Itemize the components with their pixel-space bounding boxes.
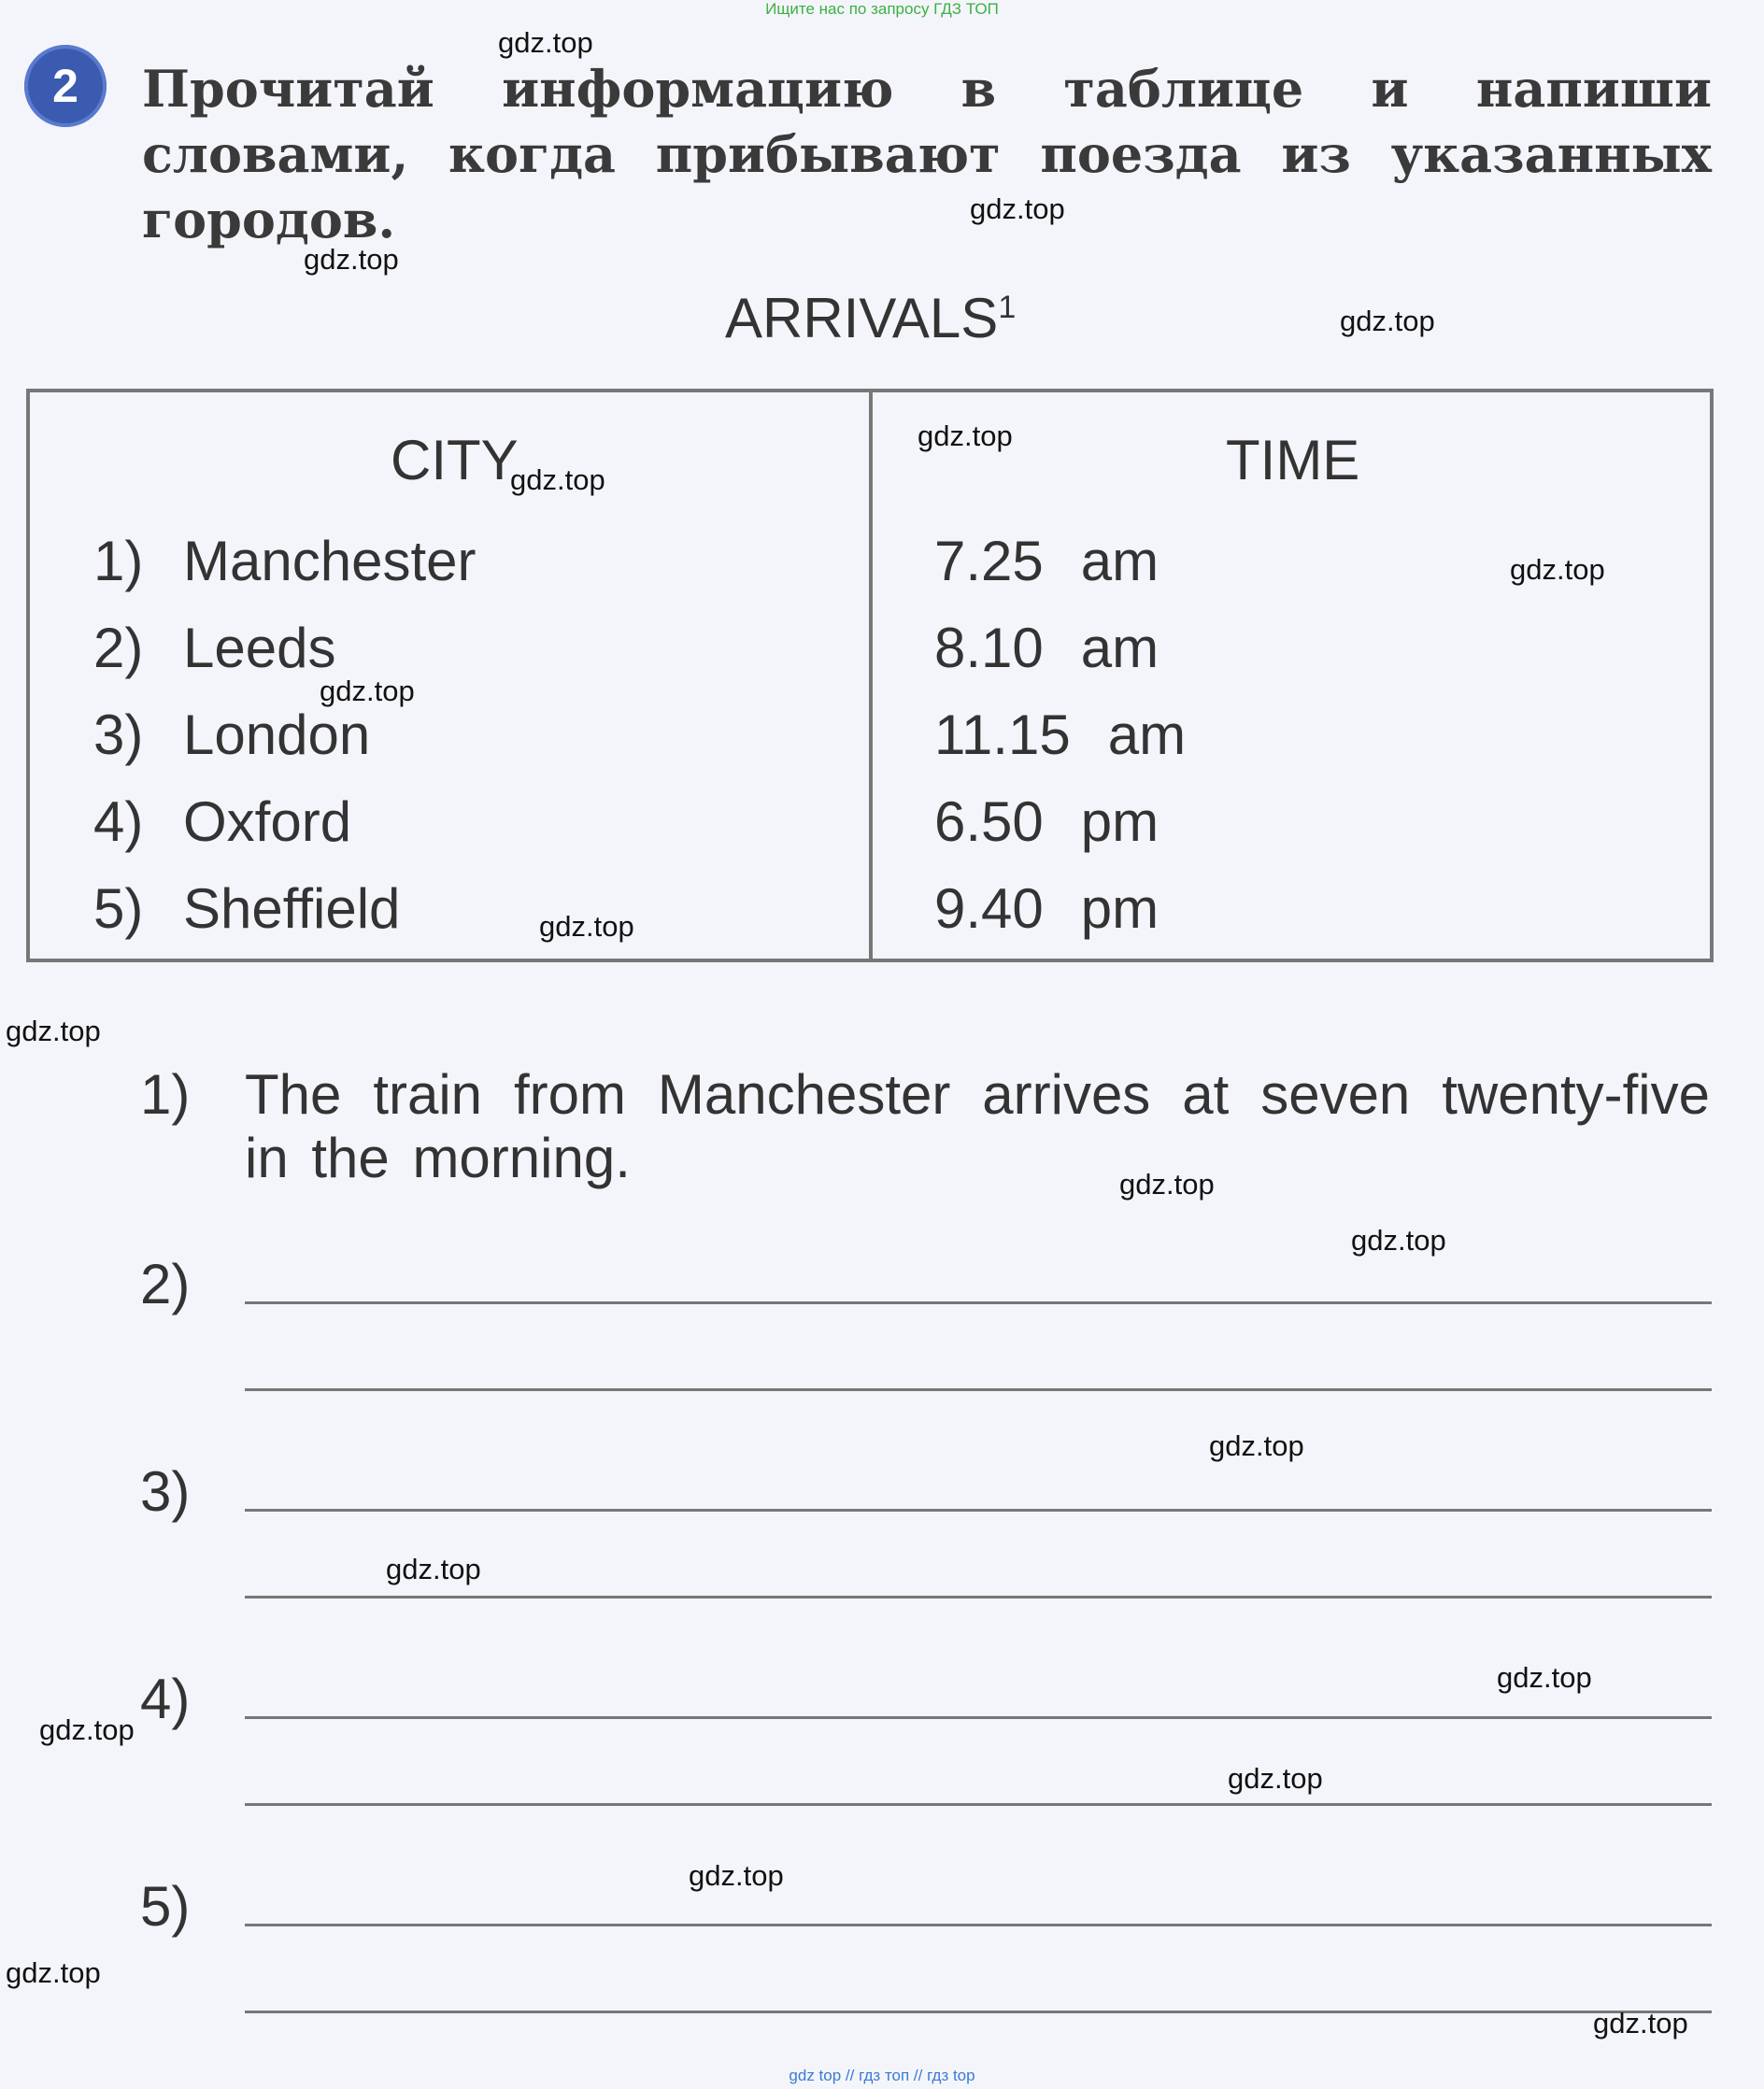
watermark: gdz.top [1209,1429,1304,1462]
table-row-city [93,616,335,680]
header-time: TIME [1226,429,1360,491]
answer-line[interactable] [245,1509,1712,1512]
row-number: 3) [93,703,144,766]
watermark: gdz.top [1510,553,1605,586]
time-period: pm [1080,877,1159,940]
example-number: 1) [140,1063,191,1126]
city-name: Sheffield [183,877,401,940]
watermark: gdz.top [918,419,1013,452]
time-period: am [1080,530,1159,592]
task-instruction: Прочитай информацию в таблице и напиши словами, когда прибывают поезда из указанных городов. [142,59,1712,249]
answer-number: 5) [140,1875,191,1938]
watermark: gdz.top [1593,2007,1688,2039]
time-period: am [1107,703,1187,766]
bottom-banner: gdz top // гдз топ // гдз top [789,2067,975,2084]
answer-line[interactable] [245,1388,1712,1391]
answer-line[interactable] [245,1924,1712,1926]
task-number-badge: 2 [24,45,107,127]
watermark: gdz.top [689,1859,784,1892]
city-name: Manchester [183,530,477,592]
watermark: gdz.top [498,26,593,59]
example-answer [140,1063,1710,1190]
watermark: gdz.top [320,675,415,707]
row-number: 5) [93,877,144,940]
watermark: gdz.top [6,1956,101,1989]
arrival-time: 9.40 [934,877,1044,940]
answer-line[interactable] [245,1716,1712,1719]
table-row-time [934,616,1159,680]
answer-number: 4) [140,1668,191,1730]
watermark: gdz.top [970,192,1065,225]
city-name: Leeds [183,617,336,679]
watermark: gdz.top [1351,1224,1446,1257]
table-title [725,286,1016,350]
row-number: 4) [93,790,144,853]
table-row-city [93,703,370,767]
watermark: gdz.top [6,1015,101,1047]
watermark: gdz.top [39,1713,135,1746]
table-row-city [93,876,400,941]
footnote-mark: 1 [998,290,1017,325]
watermark: gdz.top [1228,1762,1323,1795]
answer-number: 3) [140,1460,191,1523]
table-row-time [934,789,1159,854]
answer-line[interactable] [245,1803,1712,1806]
city-name: Oxford [183,790,352,853]
watermark: gdz.top [510,463,605,496]
table-row-time [934,876,1159,941]
top-banner: Ищите нас по запросу ГДЗ ТОП [765,0,999,18]
watermark: gdz.top [304,243,399,276]
city-name: London [183,703,371,766]
table-row-time [934,703,1186,767]
arrival-time: 6.50 [934,790,1044,853]
watermark: gdz.top [1119,1168,1215,1201]
row-number: 2) [93,617,144,679]
arrival-time: 8.10 [934,617,1044,679]
time-period: am [1080,617,1159,679]
row-number: 1) [93,530,144,592]
answer-line[interactable] [245,2011,1712,2013]
header-city: CITY [391,429,519,491]
table-row-city [93,529,476,593]
watermark: gdz.top [1497,1661,1592,1694]
answer-line[interactable] [245,1301,1712,1304]
watermark: gdz.top [539,910,634,943]
table-title-text: ARRIVALS [725,287,999,349]
answer-number: 2) [140,1253,191,1315]
time-period: pm [1080,790,1159,853]
table-row-time [934,529,1159,593]
answer-line[interactable] [245,1596,1712,1599]
table-row-city [93,789,351,854]
example-text: The train from Manchester arrives at seven twenty-five in the morning. [245,1063,1710,1189]
arrival-time: 7.25 [934,530,1044,592]
arrival-time: 11.15 [934,703,1071,766]
watermark: gdz.top [386,1553,481,1585]
table-column-divider [869,389,873,962]
watermark: gdz.top [1340,305,1435,337]
